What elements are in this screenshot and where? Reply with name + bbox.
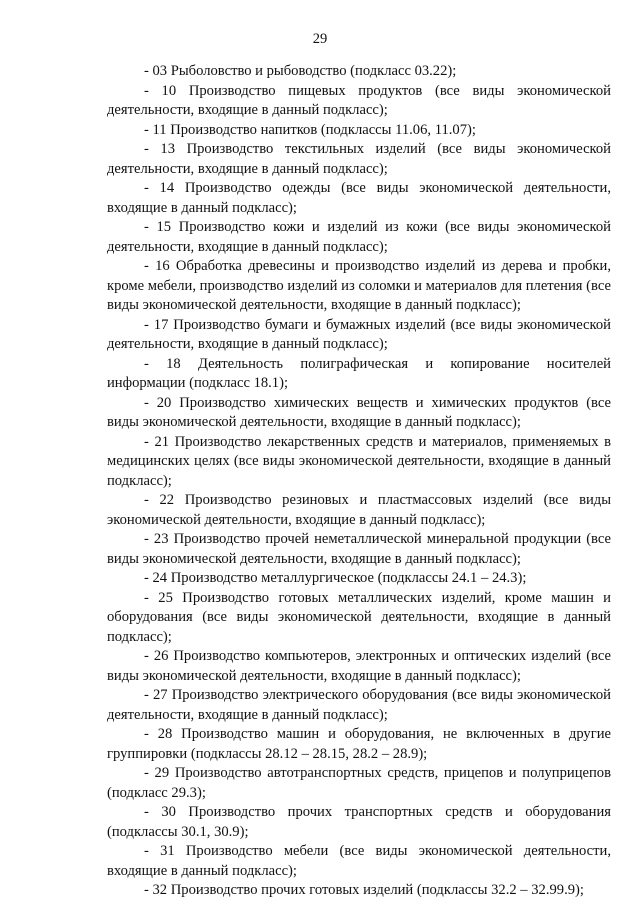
- list-item: - 18 Деятельность полиграфическая и копирование носителей информации (подкласс 18.1);: [107, 355, 611, 391]
- list-item: - 16 Обработка древесины и производство изделий из дерева и пробки, кроме мебели, производство изделий из соломки и материалов для плетения (все виды экономической деятельности, входящие в данный подкласс);: [107, 258, 611, 313]
- list-item: - 24 Производство металлургическое (подклассы 24.1 – 24.3);: [144, 570, 527, 586]
- list-item: - 26 Производство компьютеров, электронных и оптических изделий (все виды экономической деятельности, входящие в данный подкласс);: [107, 648, 611, 684]
- list-item: - 22 Производство резиновых и пластмассовых изделий (все виды экономической деятельности, входящие в данный подкласс);: [107, 492, 611, 528]
- document-body: [107, 62, 611, 901]
- list-item: - 23 Производство прочей неметаллической минеральной продукции (все виды экономической деятельности, входящие в данный подкласс);: [107, 531, 611, 567]
- list-item: - 31 Производство мебели (все виды экономической деятельности, входящие в данный подкласс);: [107, 843, 611, 879]
- list-item: - 15 Производство кожи и изделий из кожи (все виды экономической деятельности, входящие в данный подкласс);: [107, 219, 611, 255]
- list-item: - 03 Рыболовство и рыбоводство (подкласс 03.22);: [144, 63, 457, 79]
- list-item: - 29 Производство автотранспортных средств, прицепов и полуприцепов (подкласс 29.3);: [107, 765, 611, 801]
- list-item: - 13 Производство текстильных изделий (все виды экономической деятельности, входящие в данный подкласс);: [107, 141, 611, 177]
- list-item: - 30 Производство прочих транспортных средств и оборудования (подклассы 30.1, 30.9);: [107, 804, 611, 840]
- list-item: - 17 Производство бумаги и бумажных изделий (все виды экономической деятельности, входящие в данный подкласс);: [107, 316, 611, 352]
- list-item: - 11 Производство напитков (подклассы 11.06, 11.07);: [144, 121, 476, 138]
- list-item: - 14 Производство одежды (все виды экономической деятельности, входящие в данный подкласс);: [107, 180, 611, 216]
- list-item: - 20 Производство химических веществ и химических продуктов (все виды экономической деятельности, входящие в данный подкласс);: [107, 394, 611, 430]
- list-item: - 10 Производство пищевых продуктов (все виды экономической деятельности, входящие в данный подкласс);: [107, 82, 611, 118]
- page-number: 29: [312, 31, 328, 47]
- list-item: - 25 Производство готовых металлических изделий, кроме машин и оборудования (все виды экономической деятельности, входящие в данный подкласс);: [107, 589, 611, 645]
- list-item: - 21 Производство лекарственных средств и материалов, применяемых в медицинских целях (все виды экономической деятельности, входящие в данный подкласс);: [107, 433, 611, 489]
- list-item: - 32 Производство прочих готовых изделий (подклассы 32.2 – 32.99.9);: [144, 882, 584, 898]
- list-item: - 28 Производство машин и оборудования, не включенных в другие группировки (подклассы 28.12 – 28.15, 28.2 – 28.9);: [107, 726, 611, 762]
- list-item: - 27 Производство электрического оборудования (все виды экономической деятельности, входящие в данный подкласс);: [107, 687, 611, 723]
